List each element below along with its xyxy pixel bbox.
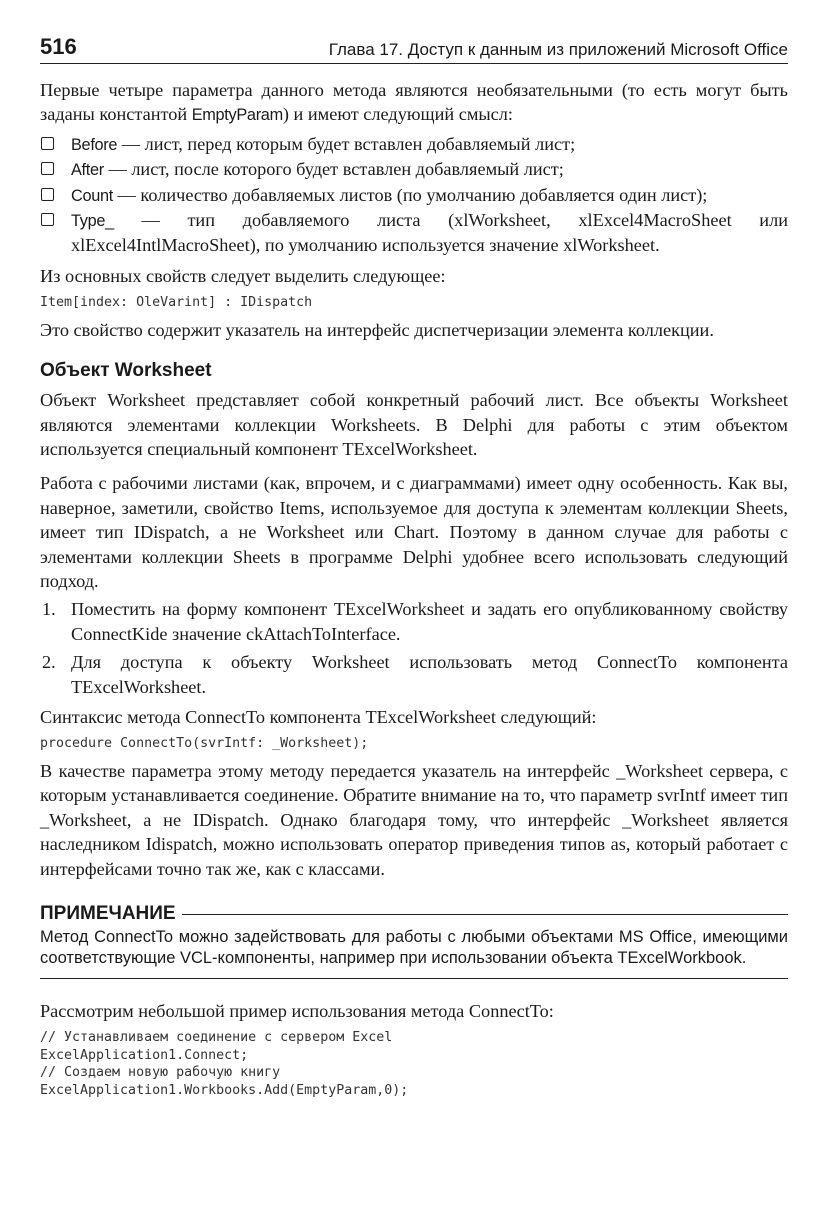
section-heading: Объект Worksheet [40,360,212,382]
list-item [40,597,788,646]
example-code-block [40,1029,788,1099]
note-title: ПРИМЕЧАНИЕ [40,902,176,924]
param-text: — количество добавляемых листов (по умолчанию добавляется один лист); [112,184,708,205]
page-number: 516 [40,34,77,59]
syntax-intro: Синтаксис метода ConnectTo компонента TExcelWorksheet следующий: [40,707,597,728]
code-line: // Создаем новую рабочую книгу [40,1065,281,1081]
props-description: Это свойство содержит указатель на интерфейс диспетчеризации элемента коллекции. [40,319,714,340]
param-code: Count [71,186,113,205]
step-number: 2. [42,652,56,673]
intro-paragraph [40,78,788,128]
props-code: Item[index: OleVarint] : IDispatch [40,295,313,311]
intro-code: EmptyParam [191,106,283,125]
list-item [40,208,788,258]
checkbox-bullet-icon [41,162,54,175]
note-text: Метод ConnectTo можно задействовать для работы с любыми объектами MS Office, имеющими соответствующие VCL-компоненты, например при использовании объекта TExcelWorkbook. [40,927,788,968]
list-item [40,650,788,699]
intro-text-after: ) и имеют следующий смысл: [282,104,514,125]
param-code: Type_ [71,212,114,231]
intro-text-before: Первые четыре параметра данного метода являются необязательными (то есть могут быть заданы константой [40,80,788,125]
page-header [40,34,788,64]
code-line: // Устанавливаем соединение с сервером Excel [40,1030,393,1046]
running-head: Глава 17. Доступ к данным из приложений Microsoft Office [328,40,788,59]
checkbox-bullet-icon [41,213,54,226]
note-box [40,903,788,979]
step-text: Для доступа к объекту Worksheet использовать метод ConnectTo компонента TExcelWorksheet. [71,652,788,697]
checkbox-bullet-icon [41,188,54,201]
paragraph-sheets: Работа с рабочими листами (как, впрочем, и с диаграммами) имеет одну особенность. Как вы, наверное, заметили, свойство Items, используемое для доступа к элементам коллекции Sheets, имеет тип IDispatch, а не Worksheet или Chart. Поэтому в данном случае для работы с элементами коллекции Sheets в программе Delphi удобнее всего использовать следующий подход. [40,473,788,591]
note-header [40,903,788,925]
props-intro: Из основных свойств следует выделить следующее: [40,265,446,286]
example-intro: Рассмотрим небольшой пример использования метода ConnectTo: [40,1000,554,1021]
param-text: — лист, после которого будет вставлен добавляемый лист; [103,159,564,180]
param-text: — тип добавляемого листа (xlWorksheet, xlExcel4MacroSheet или xlExcel4IntlMacroSheet), по умолчанию используется значение xlWorksheet. [71,210,788,256]
book-page [40,34,788,1099]
checkbox-bullet-icon [41,137,54,150]
paragraph-parameter: В качестве параметра этому методу передается указатель на интерфейс _Worksheet сервера, с которым устанавливается соединение. Обратите внимание на то, что параметр svrIntf имеет тип _Worksheet, а не IDispatch. Однако благодаря тому, что интерфейс _Worksheet является наследником Idispatch, можно использовать оператор приведения типов as, который работает с интерфейсами точно так же, как с классами. [40,760,788,879]
note-rule [182,914,788,915]
syntax-code: procedure ConnectTo(svrIntf: _Worksheet); [40,736,369,752]
code-line: ExcelApplication1.Connect; [40,1047,249,1063]
step-list [40,597,788,699]
list-item [40,183,788,208]
paragraph-worksheet: Объект Worksheet представляет собой конкретный рабочий лист. Все объекты Worksheet являются элементами коллекции Worksheets. В Delphi для работы с этим объектом используется специальный компонент TExcelWorksheet. [40,390,788,459]
step-text: Поместить на форму компонент TExcelWorksheet и задать его опубликованному свойству ConnectKide значение ckAttachToInterface. [71,599,788,644]
param-list [40,132,788,258]
list-item [40,132,788,157]
param-code: Before [71,135,118,154]
param-code: After [71,161,104,180]
code-line: ExcelApplication1.Workbooks.Add(EmptyParam,0); [40,1082,409,1098]
step-number: 1. [42,599,56,620]
param-text: — лист, перед которым будет вставлен добавляемый лист; [117,133,576,154]
list-item [40,157,788,182]
